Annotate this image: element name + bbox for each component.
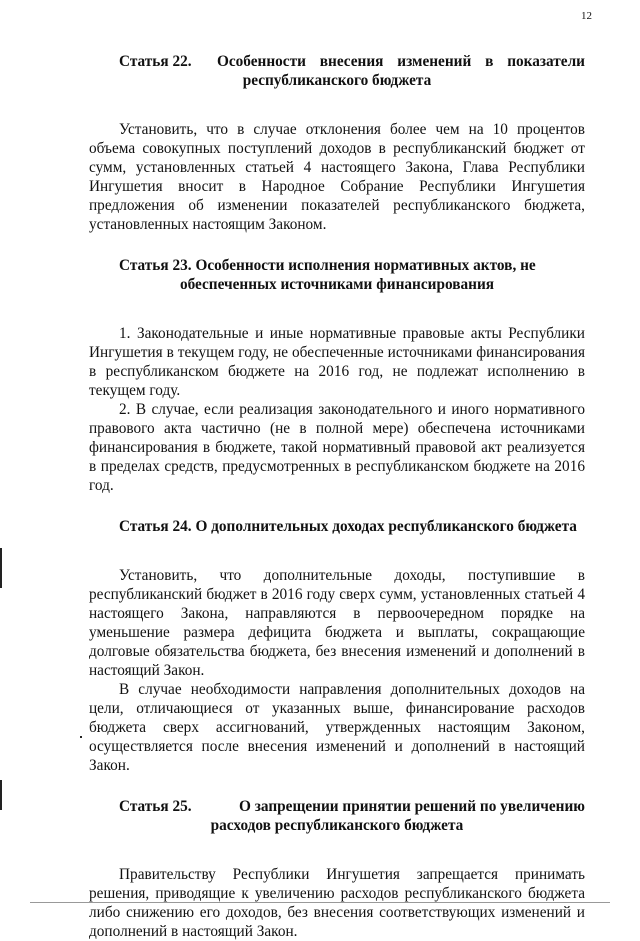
article-22-heading bbox=[89, 52, 585, 90]
article-24-label: Статья 24. bbox=[119, 518, 192, 535]
article-25-label: Статья 25. bbox=[119, 798, 192, 815]
article-22-title-line2: республиканского бюджета bbox=[242, 72, 432, 89]
scan-dot bbox=[80, 736, 82, 738]
article-23-label: Статья 23. bbox=[119, 257, 192, 274]
article-24-paragraph-2: В случае необходимости направления дополнительных доходов на цели, отличающиеся от указанных выше, финансирование расходов бюджета сверх ассигнований, утвержденных настоящим Законом, осуществляется после внесения изменений и дополнений в настоящий Закон. bbox=[89, 681, 585, 774]
scan-margin-mark-left bbox=[0, 548, 2, 588]
article-23-paragraph-1: 1. Законодательные и иные нормативные правовые акты Республики Ингушетия в текущем году, не обеспеченные источниками финансирования в республиканском бюджете на 2016 год, не подлежат исполнению в текущем году. bbox=[89, 325, 585, 399]
article-24-title-line1: О дополнительных доходах республиканского бюджета bbox=[195, 518, 577, 535]
article-23-title-line1: Особенности исполнения нормативных актов, не bbox=[195, 257, 536, 274]
scan-bottom-edge bbox=[30, 902, 610, 903]
article-22-label: Статья 22. bbox=[119, 53, 192, 70]
article-22-title-line1: Особенности внесения изменений в показатели bbox=[216, 53, 585, 70]
document-body bbox=[89, 52, 585, 941]
article-24-heading bbox=[89, 517, 585, 536]
article-25-title-line2: расходов республиканского бюджета bbox=[210, 817, 464, 834]
article-22-paragraph-1: Установить, что в случае отклонения более чем на 10 процентов объема совокупных поступлений доходов в республиканский бюджет от сумм, установленных статьей 4 настоящего Закона, Глава Республики Ингушетия вносит в Народное Собрание Республики Ингушетия предложения об изменении показателей республиканского бюджета, установленных настоящим Законом. bbox=[89, 121, 585, 233]
article-25-paragraph-1: Правительству Республики Ингушетия запрещается принимать решения, приводящие к увеличению расходов республиканского бюджета либо снижению его доходов, без внесения соответствующих изменений и дополнений в настоящий Закон. bbox=[89, 866, 585, 940]
scan-margin-mark-left-2 bbox=[0, 780, 2, 810]
article-23-paragraph-2: 2. В случае, если реализация законодательного и иного нормативного правового акта частично (не в полной мере) обеспечена источниками финансирования в бюджете, такой нормативный правовой акт реализуется в пределах средств, предусмотренных в республиканском бюджете на 2016 год. bbox=[89, 401, 585, 494]
page-number: 12 bbox=[581, 10, 592, 22]
article-25-title-line1: О запрещении принятии решений по увеличению bbox=[239, 798, 585, 815]
article-25-heading bbox=[89, 797, 585, 835]
article-23-heading bbox=[89, 256, 585, 294]
article-24-paragraph-1: Установить, что дополнительные доходы, поступившие в республиканский бюджет в 2016 году сверх сумм, установленных статьей 4 настоящего Закона, направляются в первоочередном порядке на уменьшение размера дефицита бюджета и выплаты, сокращающие долговые обязательства бюджета, без внесения изменений и дополнений в настоящий Закон. bbox=[89, 567, 585, 679]
article-23-title-line2: обеспеченных источниками финансирования bbox=[179, 276, 495, 293]
